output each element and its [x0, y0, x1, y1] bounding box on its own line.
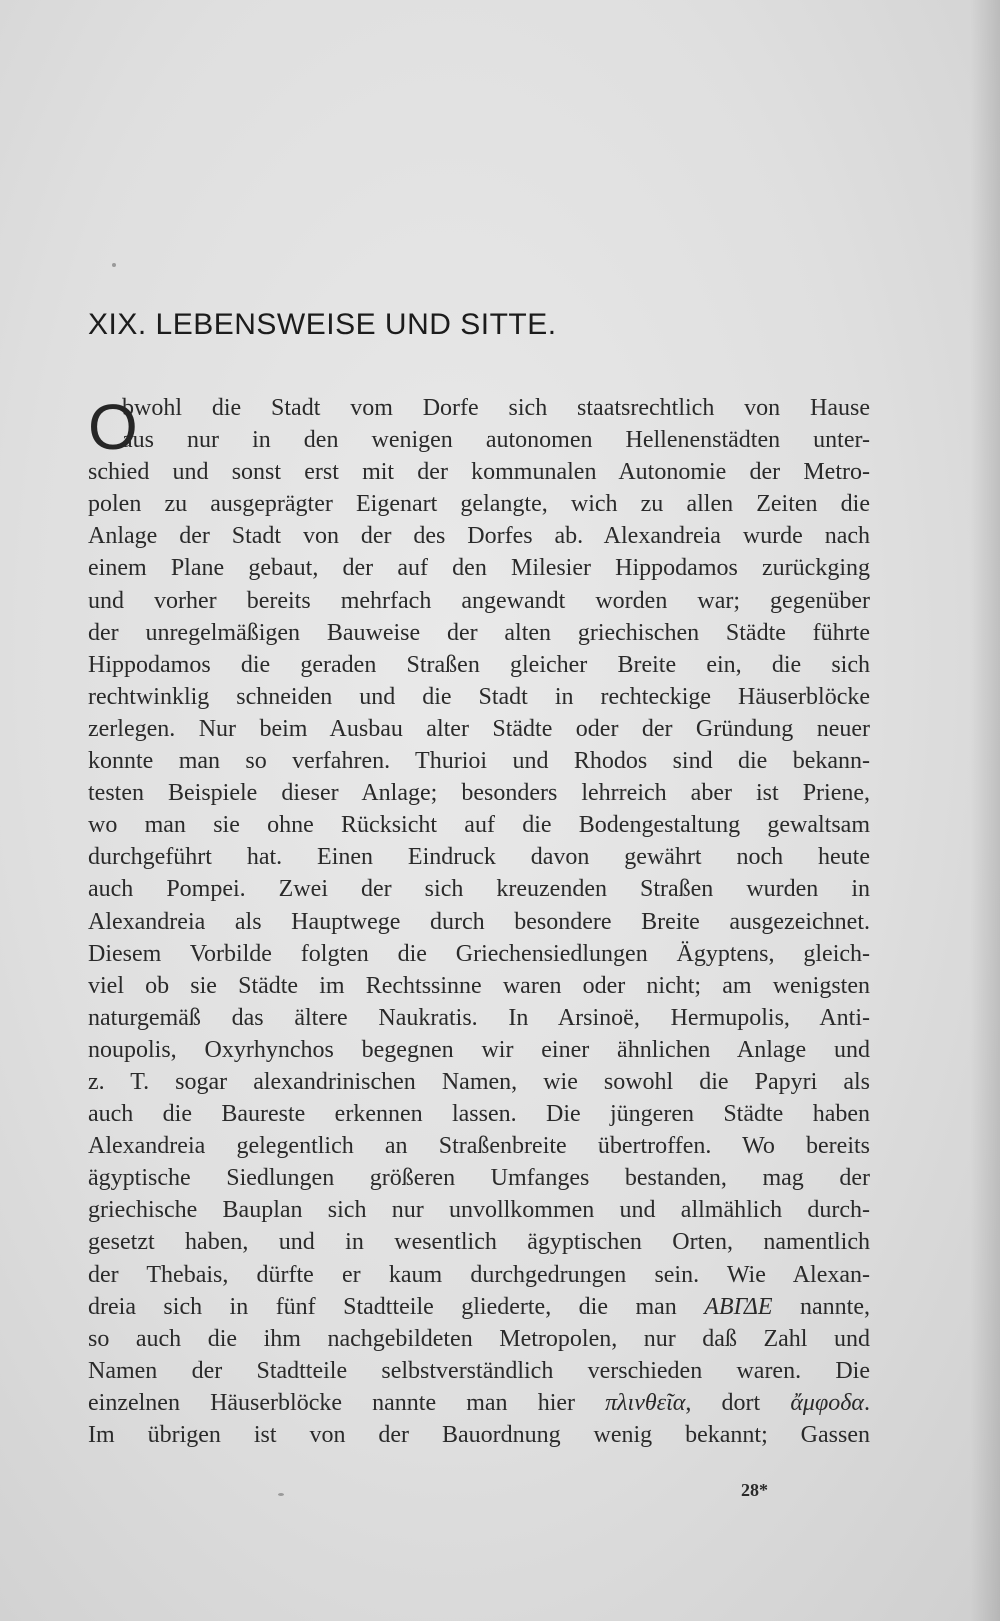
text-segment: nannte,	[772, 1293, 871, 1320]
text-line: viel ob sie Städte im Rechtssinne waren oder nicht; am wenigsten	[88, 972, 870, 999]
text-line: Im übrigen ist von der Bauordnung wenig bekannt; Gassen	[88, 1422, 870, 1448]
greek-word: ἄμφοδα	[790, 1389, 864, 1416]
text-line: aus nur in den wenigen autonomen Hellenenstädten unter-	[122, 427, 870, 454]
text-line: auch die Baureste erkennen lassen. Die jüngeren Städte haben	[88, 1101, 870, 1128]
text-segment: dreia sich in fünf Stadtteile gliederte, die man	[88, 1293, 705, 1320]
text-line: griechische Bauplan sich nur unvollkommen und allmählich durch-	[88, 1197, 870, 1224]
text-line	[88, 1291, 870, 1323]
drop-cap: O	[88, 391, 138, 463]
text-line: Hippodamos die geraden Straßen gleicher Breite ein, die sich	[88, 651, 870, 678]
text-line: wo man sie ohne Rücksicht auf die Bodengestaltung gewaltsam	[88, 812, 870, 839]
text-line: der Thebais, dürfte er kaum durchgedrungen sein. Wie Alexan-	[88, 1261, 870, 1288]
text-line: einem Plane gebaut, der auf den Milesier Hippodamos zurückging	[88, 555, 870, 582]
text-line: durchgeführt hat. Einen Eindruck davon gewährt noch heute	[88, 844, 870, 871]
body-text	[88, 392, 870, 1451]
text-line: gesetzt haben, und in wesentlich ägyptischen Orten, namentlich	[88, 1229, 870, 1256]
text-line: und vorher bereits mehrfach angewandt worden war; gegenüber	[88, 587, 870, 614]
text-line: noupolis, Oxyrhynchos begegnen wir einer ähnlichen Anlage und	[88, 1036, 870, 1063]
paper-speck	[112, 263, 116, 267]
text-line	[88, 1387, 870, 1419]
text-line: konnte man so verfahren. Thurioi und Rhodos sind die bekann-	[88, 748, 870, 775]
chapter-heading: XIX. LEBENSWEISE UND SITTE.	[88, 308, 557, 341]
paper-speck	[278, 1493, 284, 1496]
text-line: naturgemäß das ältere Naukratis. In Arsinoë, Hermupolis, Anti-	[88, 1004, 870, 1031]
text-line: zerlegen. Nur beim Ausbau alter Städte oder der Gründung neuer	[88, 715, 870, 742]
text-line: schied und sonst erst mit der kommunalen Autonomie der Metro-	[88, 459, 870, 486]
text-line: ägyptische Siedlungen größeren Umfanges bestanden, mag der	[88, 1165, 870, 1192]
text-line: der unregelmäßigen Bauweise der alten griechischen Städte führte	[88, 619, 870, 646]
page-edge-shadow	[970, 0, 1000, 1621]
text-line: bwohl die Stadt vom Dorfe sich staatsrechtlich von Hause	[122, 395, 870, 421]
opening-paragraph	[88, 391, 870, 463]
text-segment: .	[864, 1389, 870, 1416]
text-line: polen zu ausgeprägter Eigenart gelangte, wich zu allen Zeiten die	[88, 491, 870, 518]
text-line: testen Beispiele dieser Anlage; besonders lehrreich aber ist Priene,	[88, 780, 870, 807]
greek-word: ΑΒΓΔΕ	[704, 1293, 773, 1320]
text-line: auch Pompei. Zwei der sich kreuzenden Straßen wurden in	[88, 876, 870, 903]
text-line: rechtwinklig schneiden und die Stadt in rechteckige Häuserblöcke	[88, 683, 870, 710]
text-line: Anlage der Stadt von der des Dorfes ab. Alexandreia wurde nach	[88, 523, 870, 550]
text-segment: , dort	[685, 1389, 791, 1416]
text-line: so auch die ihm nachgebildeten Metropolen, nur daß Zahl und	[88, 1325, 870, 1352]
text-line: z. T. sogar alexandrinischen Namen, wie sowohl die Papyri als	[88, 1068, 870, 1095]
text-segment: einzelnen Häuserblöcke nannte man hier	[88, 1389, 606, 1416]
greek-word: πλινθεῖα	[605, 1389, 686, 1416]
text-line: Namen der Stadtteile selbstverständlich verschieden waren. Die	[88, 1357, 870, 1384]
text-line: Alexandreia gelegentlich an Straßenbreite übertroffen. Wo bereits	[88, 1133, 870, 1160]
text-line: Alexandreia als Hauptwege durch besondere Breite ausgezeichnet.	[88, 908, 870, 935]
text-line: Diesem Vorbilde folgten die Griechensiedlungen Ägyptens, gleich-	[88, 940, 870, 967]
page-number: 28*	[741, 1480, 768, 1500]
